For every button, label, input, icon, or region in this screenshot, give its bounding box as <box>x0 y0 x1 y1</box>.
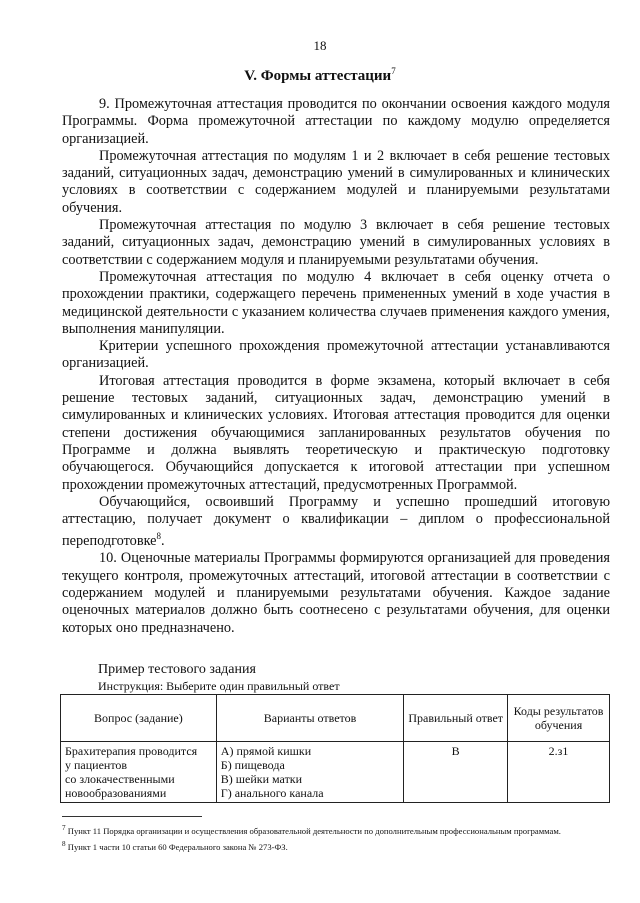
option-a: А) прямой кишки <box>220 744 312 758</box>
body-text <box>62 96 610 637</box>
paragraph-diploma <box>62 494 610 551</box>
example-title: Пример тестового задания <box>98 662 256 677</box>
test-table <box>60 694 610 803</box>
paragraph-diploma-tail: . <box>161 533 165 550</box>
instruction-text: Инструкция: Выберите один правильный ответ <box>98 679 340 693</box>
paragraph-9: 9. Промежуточная аттестация проводится по окончании освоения каждого модуля Программы. Форма промежуточной аттестации по каждому модулю определяется организацией. <box>62 96 610 147</box>
question-line: новообразованиями <box>65 786 167 800</box>
table-header-row <box>61 695 610 742</box>
question-line: со злокачественными <box>65 772 175 786</box>
header-question: Вопрос (задание) <box>61 695 217 742</box>
footnote-text: Пункт 11 Порядка организации и осуществления образовательной деятельности по дополнительным профессиональным программам. <box>67 825 561 836</box>
option-c: В) шейки матки <box>220 772 303 786</box>
table-row <box>61 742 610 803</box>
option-b: Б) пищевода <box>220 758 285 772</box>
paragraph-final-attestation: Итоговая аттестация проводится в форме экзамена, который включает в себя решение тестовых заданий, ситуационных задач, демонстрацию умений в симулированных и клинических условиях. Итоговая аттестация проводится для оценки степени достижения обучающимися запланированных результатов обучения по Программе и должна выявлять теоретическую и практическую подготовку обучающегося. Обучающийся допускается к итоговой аттестации при успешном прохождении промежуточных аттестаций, предусмотренных Программой. <box>62 372 610 493</box>
section-heading-text: V. Формы аттестации <box>244 68 392 84</box>
header-options: Варианты ответов <box>216 695 403 742</box>
footnote-number: 8 <box>62 839 66 848</box>
footnote-text: Пункт 1 части 10 статьи 60 Федерального закона № 273-ФЗ. <box>67 841 288 852</box>
section-heading <box>0 66 640 85</box>
footnotes <box>62 823 610 855</box>
cell-options <box>216 742 403 803</box>
paragraph-criteria: Критерии успешного прохождения промежуточной аттестации устанавливаются организацией. <box>62 338 610 372</box>
paragraph-modules-1-2: Промежуточная аттестация по модулям 1 и 2 включает в себя решение тестовых заданий, ситуационных задач, демонстрацию умений в симулированных и клинических условиях в соответствии с содержанием модулей и планируемыми результатами обучения. <box>62 147 610 216</box>
footnote-8 <box>62 839 610 853</box>
option-d: Г) анального канала <box>220 786 324 800</box>
footnote-ref-7: 7 <box>391 66 396 76</box>
header-correct: Правильный ответ <box>404 695 508 742</box>
paragraph-diploma-text: Обучающийся, освоивший Программу и успешно прошедший итоговую аттестацию, получает документ о квалификации – диплом о профессиональной переподготовке <box>62 493 610 550</box>
cell-correct-answer: В <box>404 742 508 803</box>
paragraph-module-3: Промежуточная аттестация по модулю 3 включает в себя решение тестовых заданий, ситуационных задач, демонстрацию умений в симулированных условиях в соответствии с содержанием модуля и планируемыми результатами обучения. <box>62 217 610 268</box>
header-codes: Коды результатов обучения <box>508 695 610 742</box>
footnote-number: 7 <box>62 824 66 832</box>
question-line: у пациентов <box>65 758 128 772</box>
cell-question <box>61 742 217 803</box>
footnote-divider <box>62 816 202 817</box>
paragraph-module-4: Промежуточная аттестация по модулю 4 включает в себя оценку отчета о прохождении практики, содержащего перечень примененных умений в ходе участия в медицинской деятельности с указанием количества случаев применения каждого умения, выполнения манипуляции. <box>62 268 610 337</box>
cell-codes: 2.з1 <box>508 742 610 803</box>
question-line: Брахитерапия проводится <box>65 744 198 758</box>
footnote-7 <box>62 823 610 837</box>
page-number: 18 <box>313 38 327 53</box>
paragraph-10: 10. Оценочные материалы Программы формируются организацией для проведения текущего контроля, промежуточных аттестаций, итоговой аттестации в соответствии с содержанием модулей и планируемыми результатами обучения. Каждое задание оценочных материалов должно быть соотнесено с результатами обучения, для оценки которых оно предназначено. <box>62 550 610 636</box>
footnote-ref-8: 8 <box>156 531 162 542</box>
